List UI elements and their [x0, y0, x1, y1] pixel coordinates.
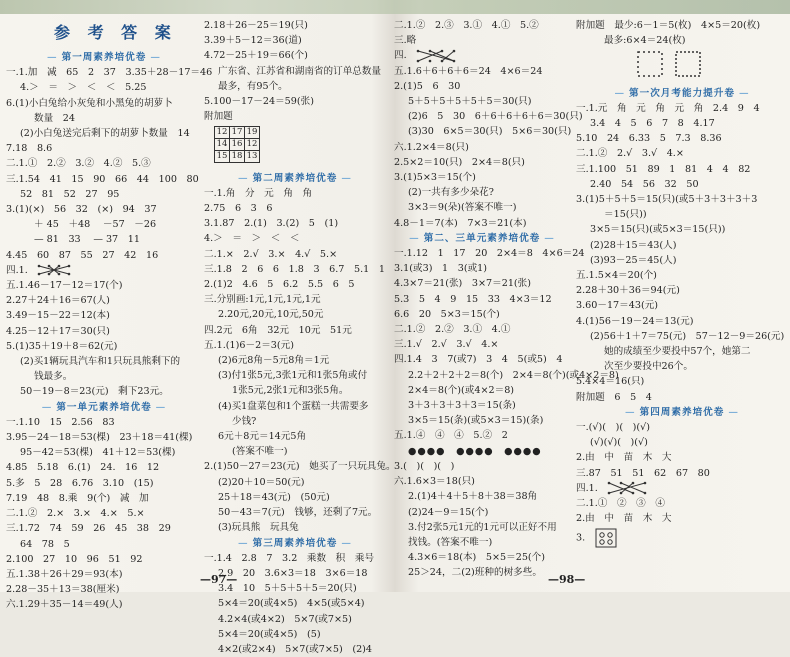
answer-line: 5×4＝20(或4×5) 4×5(或5×4) [218, 598, 365, 610]
answer-line: 一.1.角 分 元 角 角 [204, 187, 313, 199]
answer-line: 2.(1)4＋4＋5＋8＋38＝38角 [408, 491, 538, 503]
answer-line: 五.1.46－17－12＝17(个) [6, 280, 123, 292]
answer-line: 4.3×6＝18(本) 5×5＝25(个) [408, 552, 546, 564]
answer-line: 一.1.12 1 17 20 2×4＝8 4×6＝24 [394, 248, 585, 260]
grid-cell: 16 [230, 139, 245, 151]
number-grid [214, 126, 260, 163]
answer-line: 3＋3＋3＋3＋3＝15(条) [408, 400, 516, 412]
page-number-right: —98— [548, 573, 586, 586]
answer-line: 三.87 51 51 62 67 80 [576, 467, 710, 479]
section-heading: — 第二周素养培优卷 — [204, 171, 386, 186]
answer-line: 2.2＋2＋2＋2＝8(个) 2×4＝8(个)(或4×2＝8) [408, 369, 619, 381]
answer-line: 2.18＋26－25＝19(只) [204, 20, 308, 31]
section-heading: — 第一次月考能力提升卷 — [576, 86, 788, 101]
answer-line: 三.1.72 74 59 26 45 38 29 [6, 523, 171, 535]
answer-line: 四.2元 6角 32元 10元 51元 [204, 324, 352, 336]
answer-line: 6元＋8元＝14元5角 [218, 431, 307, 443]
answer-line: 4.＞ ＝ ＞ ＜ ＜ 5.25 [20, 82, 147, 94]
answer-line: 6.(1)小白兔给小灰兔和小黑兔的胡萝卜 [6, 97, 173, 109]
section-heading: — 第三周素养培优卷 — [204, 536, 386, 551]
answer-line: 数量 24 [34, 112, 75, 124]
answer-line: 六.1.2×4＝8(只) [394, 141, 469, 153]
vertical-sum-b2: — 37 11 [93, 234, 140, 246]
answer-line: 附加题 6 5 4 [576, 391, 652, 403]
answer-line: 4×2(或2×4) 5×7(或7×5) (2)4 [218, 643, 373, 655]
answer-line: 一.1.元 角 元 角 元 角 2.4 9 4 [576, 102, 760, 114]
answer-line: 3×5＝15(条)(或5×3＝15)(条) [408, 415, 544, 427]
answer-line: 二.1.① 2.② 3.② 4.② 5.③ [6, 158, 151, 170]
answer-line: (2)56＋1＋7＝75(元) 57－12－9＝26(元) [590, 330, 785, 342]
answer-line-with-figure [6, 263, 202, 278]
answer-line-with-figure [394, 48, 570, 63]
answer-line: (2)买1辆玩具汽车和1只玩具熊剩下的 [20, 356, 181, 368]
answer-line: 4.(1)56－19－24＝13(元) [576, 315, 694, 327]
answer-line: 3×3＝9(朵)(答案不唯一) [408, 202, 517, 214]
answer-line: 2.由 中 苗 木 大 [576, 513, 672, 525]
answer-line: 4.8－1＝7(本) 7×3＝21(本) [394, 217, 527, 229]
grid-cell: 19 [245, 127, 260, 139]
answer-line: 5.100－17－24＝59(张) [204, 96, 314, 108]
grid-cell: 14 [215, 139, 230, 151]
answer-label: 3. [576, 532, 586, 543]
answer-line: 95－42＝53(棵) 41＋12＝53(棵) [20, 447, 176, 459]
answer-line: 三.1.100 51 89 1 81 4 4 82 [576, 163, 751, 175]
circle-groups: ●●●● ●●●● ●●●● [408, 445, 542, 457]
answer-line: 五.1.(1)6－2＝3(元) [204, 339, 294, 351]
answer-line: (2)28＋15＝43(人) [590, 239, 677, 251]
answer-line: 50－43＝7(元) 钱够，还剩了7元。 [218, 507, 378, 519]
answer-label: 四.1. [6, 264, 28, 276]
answer-line: 4.85 5.18 6.(1) 24. 16 12 [6, 462, 160, 474]
answer-line: 1张5元,2张1元和3张5角。 [232, 385, 349, 397]
answer-line: 附加题 最少:6－1＝5(枚) 4×5＝20(枚) [576, 20, 761, 31]
answer-line: 4.3×7＝21(张) 3×7＝21(张) [394, 278, 532, 290]
line-matching-figure [37, 264, 71, 276]
answer-line: 4.25－12＋17＝30(只) [6, 325, 110, 337]
answer-line: 3.1(或3) 1 3(或1) [394, 263, 488, 275]
answer-line: (2)6元8角－5元8角＝1元 [218, 355, 330, 367]
answer-line: 三.1.54 41 15 90 66 44 100 80 [6, 173, 199, 185]
answer-line-with-figure [576, 481, 788, 496]
answer-line: 3.( )( )( ) [394, 460, 455, 472]
answer-line: 3.4 10 5＋5＋5＋5＝20(只) [218, 583, 357, 595]
answer-line: 一.1.10 15 2.56 83 [6, 416, 115, 428]
answer-line: (3)30 6×5＝30(只) 5×6＝30(只) [408, 126, 572, 138]
answer-line: (2)小白兔送完后剩下的胡萝卜数量 14 [20, 128, 190, 140]
top-photo-strip [0, 0, 790, 14]
column-1 [6, 18, 213, 611]
answer-line: 二.1.② 2.③ 3.① 4.① 5.② [394, 20, 539, 31]
answer-label: 四.1. [576, 482, 598, 494]
coin-squares-figure [576, 48, 788, 85]
answer-line: 一.1.4 2.8 7 3.2 乘数 积 乘号 [204, 552, 375, 564]
answer-line: 最多:6×4＝24(枚) [604, 35, 686, 47]
answer-line: 3.(1)(×) 56 32 (×) 94 37 [6, 204, 157, 216]
answer-line: 7.19 48 8.乘 9(个) 减 加 [6, 492, 149, 504]
answer-label: 四. [394, 50, 407, 62]
answer-line: 次至少要投中26个。 [604, 361, 693, 373]
answer-line: 二.1.② 2.× 3.× 4.× 5.× [6, 508, 145, 520]
answer-line: 25＋18＝43(元) (50元) [218, 491, 330, 503]
answer-line: 一.1.加 减 65 2 37 3.35＋28－17＝46 [6, 67, 213, 79]
answer-line: 六.1.29＋35－14＝49(人) [6, 599, 123, 611]
answer-line: 三.1.8 2 6 6 1.8 3 6.7 5.1 1 [204, 263, 385, 275]
answer-line: 5＋5＋5＋5＋5＋5＝30(只) [408, 96, 532, 108]
answer-line: 4.72－25＋19＝66(个) [204, 50, 308, 62]
answer-line: 3.49－15－22＝12(本) [6, 310, 110, 322]
answer-line: 最多，有95个。 [218, 80, 288, 92]
answer-line: 5×4＝20(或4×5) (5) [218, 628, 321, 640]
answer-line: 二.1.② 2.② 3.① 4.① [394, 324, 511, 336]
grid-cell: 17 [230, 127, 245, 139]
answer-line: 五.1.6＋6＋6＋6＝24 4×6＝24 [394, 65, 543, 77]
answer-line: 2.20元,20元,10元,50元 [218, 309, 324, 321]
answer-line: 一.(√)( )( )(√) [576, 422, 651, 434]
answer-line: 2.28＋30＋36＝94(元) [576, 285, 680, 297]
answer-line: 五.1.5×4＝20(个) [576, 270, 657, 282]
answer-line: 她的成绩至少要投中57个，她第二 [604, 346, 751, 358]
answer-line: (3)玩具熊 玩具兔 [218, 522, 299, 534]
coin-square-diagram [604, 48, 714, 80]
answer-line: 25＞24，二(2)班种的树多些。 [408, 567, 542, 579]
answer-line: 五.1.38＋26＋29＝93(本) [6, 568, 123, 580]
column-4 [576, 18, 788, 562]
answer-line: (3)93－25＝45(人) [590, 254, 677, 266]
answer-line: 2.由 中 苗 木 大 [576, 452, 672, 464]
answer-line: 3.付2张5元1元的1元可以正好不用 [408, 521, 557, 533]
answer-line: 六.1.6×3＝18(只) [394, 476, 475, 488]
answer-line: 钱最多。 [34, 371, 73, 383]
section-heading: — 第一周素养培优卷 — [6, 50, 202, 65]
answer-line: 2.27＋24＋16＝67(人) [6, 295, 110, 307]
answer-line: 三.1.√ 2.√ 3.√ 4.× [394, 339, 499, 351]
grid-cell: 12 [215, 127, 230, 139]
answer-line: 5.(1)35＋19＋8＝62(元) [6, 340, 118, 352]
answer-line: 5.10 24 6.33 5 7.3 8.36 [576, 133, 722, 145]
answer-line: 2×4＝8(个)(或4×2＝8) [408, 384, 515, 396]
answer-line: 二.1.① ② ③ ④ [576, 498, 665, 510]
answer-line: 附加题 [204, 111, 233, 123]
answer-line: 二.1.② 2.√ 3.√ 4.× [576, 148, 684, 160]
section-heading: — 第一单元素养培优卷 — [6, 400, 202, 415]
page-number-left: —97— [200, 573, 238, 586]
answer-line: 3.4 4 5 6 7 8 4.17 [590, 118, 715, 130]
answer-line: 3.(1)5×3＝15(个) [394, 172, 476, 184]
answer-line-with-figure [576, 527, 788, 549]
answer-line: 2.5×2＝10(只) 2×4＝8(只) [394, 156, 525, 168]
answer-line: (2)24－9＝15(个) [408, 506, 489, 518]
vertical-sum-b1: －57 －26 [102, 219, 157, 231]
answer-line: 少钱? [232, 415, 257, 427]
answer-line: (2)6 5 30 6＋6＋6＋6＋6＝30(只) [408, 111, 583, 123]
answer-line: 3.1.87 2.(1) 3.(2) 5 (1) [204, 218, 339, 230]
answer-line: 3.95－24－18＝53(棵) 23＋18＝41(棵) [6, 432, 193, 444]
vertical-sum-a2: — 81 33 [34, 234, 81, 246]
answer-line: 2.40 54 56 32 50 [590, 178, 699, 190]
answer-line: (√)(√)( )(√) [590, 437, 648, 449]
answer-line: (2)一共有多少朵花? [408, 187, 494, 199]
grid-cell: 15 [215, 151, 230, 163]
answer-line: 2.(1)5 6 30 [394, 80, 461, 92]
answer-line: 52 81 52 27 95 [20, 188, 120, 200]
answer-line: (答案不唯一) [232, 446, 288, 458]
answer-line: 2.(1)2 4.6 5 6.2 5.5 6 5 [204, 279, 355, 291]
answer-line: 7.18 8.6 [6, 143, 53, 155]
answer-line: 找钱。(答案不唯一) [408, 536, 493, 548]
drawing-box-figure [594, 527, 618, 549]
answer-line: 50－19－8＝23(元) 剩下23元。 [20, 386, 169, 398]
answer-line: 6.6 20 5×3＝15(个) [394, 308, 500, 320]
section-heading: — 第二、三单元素养培优卷 — [394, 231, 570, 246]
answer-line: 5.多 5 28 6.76 3.10 (15) [6, 477, 154, 489]
answer-line: 三.略 [394, 35, 417, 47]
page-title: 参 考 答 案 [54, 23, 177, 42]
answer-line: 3×5＝15(只)(或5×3＝15(只)) [590, 224, 726, 236]
line-matching-figure [416, 49, 456, 63]
answer-line: 2.9 20 3.6×3＝18 3×6＝18 [218, 567, 368, 579]
grid-cell: 18 [230, 151, 245, 163]
answer-line: 四.1.4 3 7(或7) 3 4 5(或5) 4 [394, 354, 563, 366]
answer-line: 4.＞ ＝ ＞ ＜ ＜ [204, 233, 300, 245]
answer-line: ＝15(只)) [604, 209, 647, 221]
answer-line: 4.45 60 87 55 27 42 16 [6, 249, 159, 261]
answer-line: 3.60－17＝43(元) [576, 300, 659, 312]
answer-line: 5.4×4＝16(只) [576, 376, 645, 388]
answer-line: 二.1.× 2.√ 3.× 4.√ 5.× [204, 248, 338, 260]
answer-line: (3)付1张5元,3张1元和1张5角或付 [218, 370, 368, 382]
answer-line: 4.2×4(或4×2) 5×7(或7×5) [218, 613, 352, 625]
line-matching-figure [607, 481, 647, 495]
vertical-sum-a1: ＋ 45 ＋48 [34, 219, 91, 231]
answer-line: 五.1.④ ④ ④ 5.② 2 [394, 430, 508, 442]
vertical-sum [6, 217, 202, 232]
vertical-sum [6, 232, 202, 247]
section-heading: — 第四周素养培优卷 — [576, 405, 788, 420]
answer-line: 2.(1)50－27＝23(元) 她买了一只玩具兔。 [204, 461, 396, 473]
answer-line: 64 78 5 [20, 538, 70, 550]
grid-cell: 13 [245, 151, 260, 163]
answer-line: 三.分别画:1元,1元,1元,1元 [204, 294, 321, 306]
answer-line: 广东省、江苏省和湖南省的订单总数量 [218, 65, 382, 77]
answer-line: 3.(1)5＋5＋5＝15(只)(或5＋3＋3＋3＋3 [576, 194, 758, 206]
answer-line: 3.39＋5－12＝36(道) [204, 35, 302, 47]
answer-line: 2.75 6 3 6 [204, 203, 273, 215]
answer-line: 5.3 5 4 9 15 33 4×3＝12 [394, 293, 552, 305]
answer-line: 2.28－35＋13＝38(厘米) [6, 584, 120, 596]
grid-cell: 12 [245, 139, 260, 151]
answer-line: (2)20＋10＝50(元) [218, 476, 305, 488]
answer-line: 2.100 27 10 96 51 92 [6, 553, 143, 565]
answer-line: (4)买1盘菜包和1个蛋糕一共需要多 [218, 400, 369, 412]
